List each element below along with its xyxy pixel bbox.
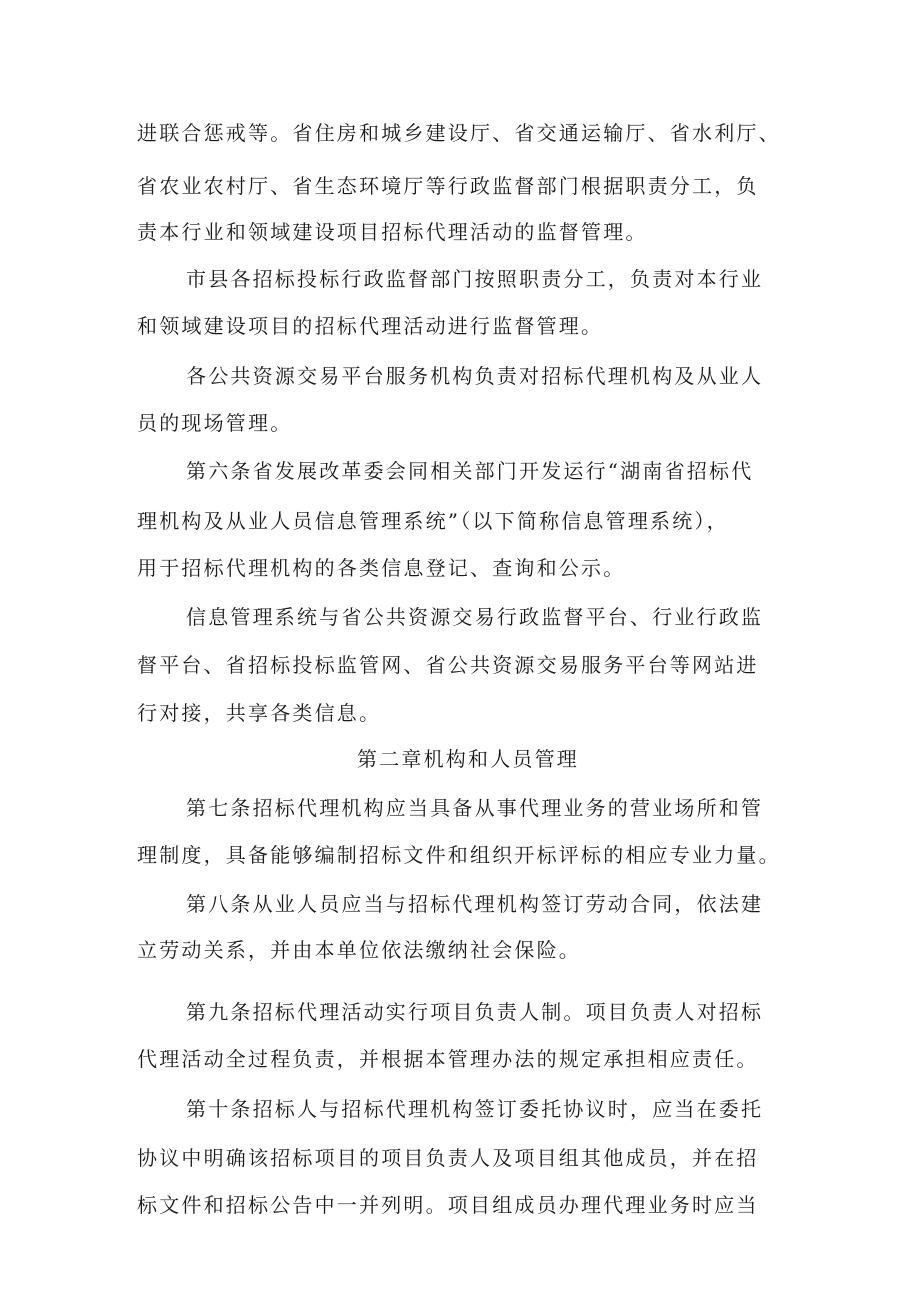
text-line: 标文件和招标公告中一并列明。项目组成员办理代理业务时应当 [137,1193,759,1217]
text-line: 信息管理系统与省公共资源交易行政监督平台、行业行政监 [186,605,764,629]
text-line: 和领域建设项目的招标代理活动进行监督管理。 [137,314,604,338]
text-line: 进联合惩戒等。省住房和城乡建设厅、省交通运输厅、省水利厅、 [137,121,781,145]
text-line: 责本行业和领域建设项目招标代理活动的监督管理。 [137,220,648,244]
text-line: 协议中明确该招标项目的项目负责人及项目组其他成员，并在招 [137,1146,759,1170]
text-line: 用于招标代理机构的各类信息登记、查询和公示。 [137,556,626,580]
text-line: 代理活动全过程负责，并根据本管理办法的规定承担相应责任。 [137,1047,759,1071]
text-line: 行对接，共享各类信息。 [137,701,382,725]
chapter-heading: 第二章机构和人员管理 [357,747,579,771]
text-line: 第十条招标人与招标代理机构签订委托协议时，应当在委托 [186,1097,764,1121]
text-line: 各公共资源交易平台服务机构负责对招标代理机构及从业人 [186,364,764,388]
text-line: 理制度，具备能够编制招标文件和组织开标评标的相应专业力量。 [137,843,781,867]
text-line: 第八条从业人员应当与招标代理机构签订劳动合同，依法建 [186,892,764,916]
text-line: 第九条招标代理活动实行项目负责人制。项目负责人对招标 [186,1000,764,1024]
text-line: 立劳动关系，并由本单位依法缴纳社会保险。 [137,938,581,962]
text-line: 第七条招标代理机构应当具备从事代理业务的营业场所和管 [186,796,764,820]
text-line: 第六条省发展改革委会同相关部门开发运行“湖南省招标代 [186,459,754,483]
text-line: 市县各招标投标行政监督部门按照职责分工，负责对本行业 [186,267,764,291]
text-line: 理机构及从业人员信息管理系统”（以下简称信息管理系统）， [137,509,729,533]
text-line: 员的现场管理。 [137,411,293,435]
text-line: 督平台、省招标投标监管网、省公共资源交易服务平台等网站进 [137,653,759,677]
text-line: 省农业农村厅、省生态环境厅等行政监督部门根据职责分工，负 [137,174,759,198]
